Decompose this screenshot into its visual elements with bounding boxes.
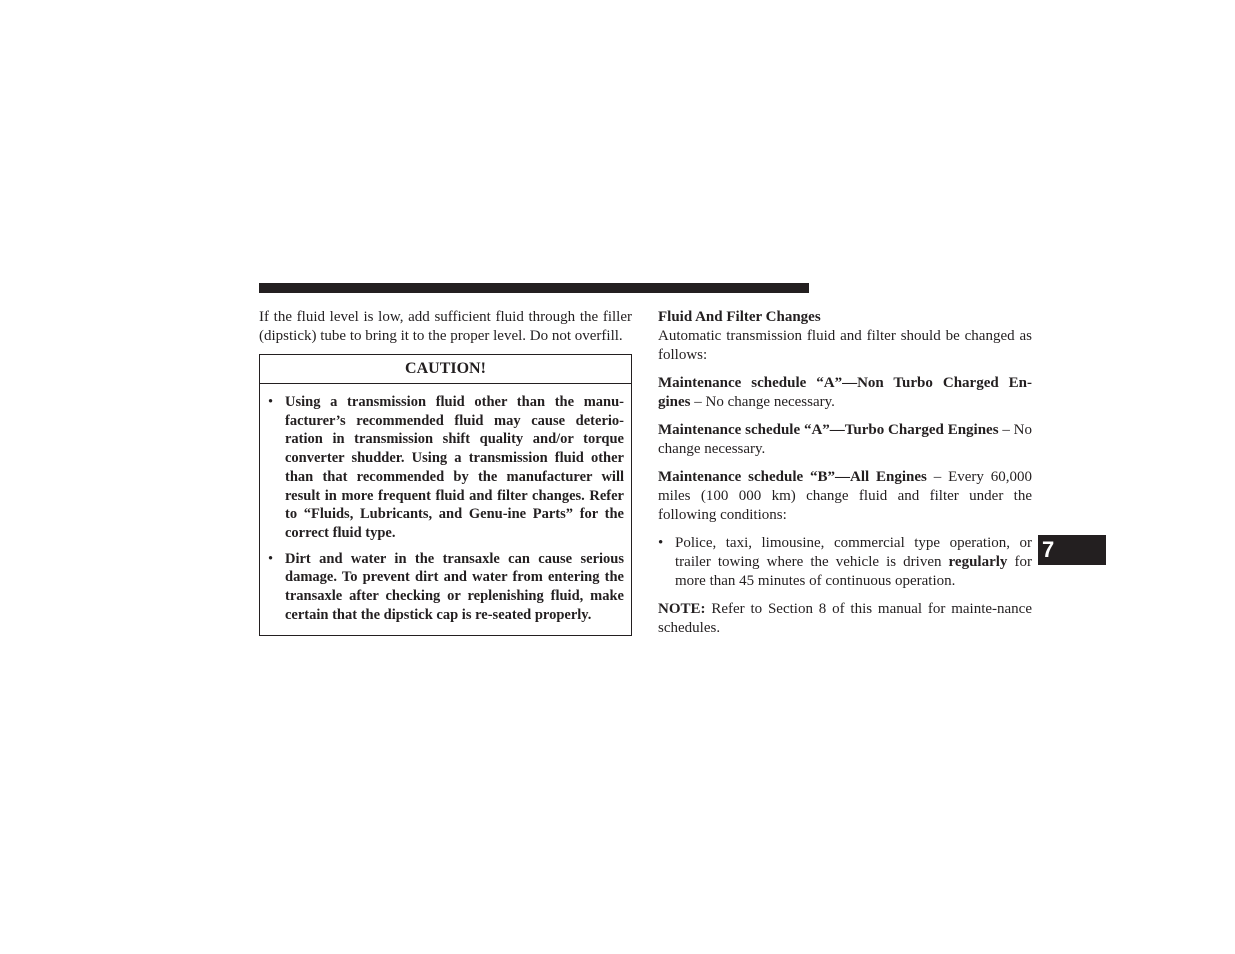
condition-text-after: for more than 45 minutes of continuous operation.	[675, 554, 1032, 589]
schedule-label: Maintenance schedule “B”—All Engines	[658, 469, 927, 485]
caution-item-text: Using a transmission fluid other than the manu-facturer’s recommended fluid may cause deterio-ration in transmission shift quality and/or torque converter shudder. Using a transmission fluid other than that recommended by the manufacturer will result in more frequent fluid and filter changes. Refer to “Fluids, Lubricants, and Genu-ine Parts” for the correct fluid type.	[285, 394, 624, 541]
header-rule	[259, 283, 809, 293]
caution-title: CAUTION!	[260, 355, 631, 384]
schedule-a-non-turbo	[658, 374, 1032, 412]
condition-text-bold: regularly	[948, 554, 1008, 570]
caution-list	[260, 384, 631, 635]
chapter-number: 7	[1042, 537, 1055, 562]
schedule-label: Maintenance schedule “A”—Turbo Charged Engines	[658, 422, 999, 438]
schedule-b-all	[658, 468, 1032, 525]
note-paragraph	[658, 600, 1032, 638]
right-column	[658, 308, 1032, 638]
condition-text-before: Police, taxi, limousine, commercial type operation, or trailer towing where the vehicle is driven	[675, 535, 1032, 570]
note-text: Refer to Section 8 of this manual for mainte-nance schedules.	[658, 601, 1032, 636]
caution-item	[268, 393, 624, 543]
caution-box	[259, 354, 632, 636]
bullet-icon: •	[268, 394, 274, 410]
chapter-tab	[1038, 535, 1106, 565]
schedule-label: Maintenance schedule “A”—Non Turbo Charged En-gines	[658, 375, 1032, 410]
fluid-change-intro: Automatic transmission fluid and filter should be changed as follows:	[658, 328, 1032, 363]
schedule-text: – Every 60,000 miles (100 000 km) change fluid and filter under the following conditions:	[658, 469, 1032, 523]
schedule-a-turbo	[658, 421, 1032, 459]
conditions-list	[658, 534, 1032, 591]
schedule-text: – No change necessary.	[690, 394, 835, 410]
bullet-icon: •	[268, 550, 274, 567]
left-column	[259, 308, 632, 636]
section-heading: Fluid And Filter Changes	[658, 309, 821, 325]
bullet-icon: •	[658, 535, 664, 551]
caution-item	[268, 550, 624, 625]
condition-item	[658, 534, 1032, 591]
caution-item-text: Dirt and water in the transaxle can cause serious damage. To prevent dirt and water from entering the transaxle after checking or replenishing fluid, make certain that the dipstick cap is re-seated properly.	[285, 550, 624, 623]
schedule-text: – No change necessary.	[658, 422, 1032, 457]
note-label: NOTE:	[658, 601, 706, 617]
fluid-level-paragraph: If the fluid level is low, add sufficient fluid through the filler (dipstick) tube to bring it to the proper level. Do not overfill.	[259, 309, 632, 344]
